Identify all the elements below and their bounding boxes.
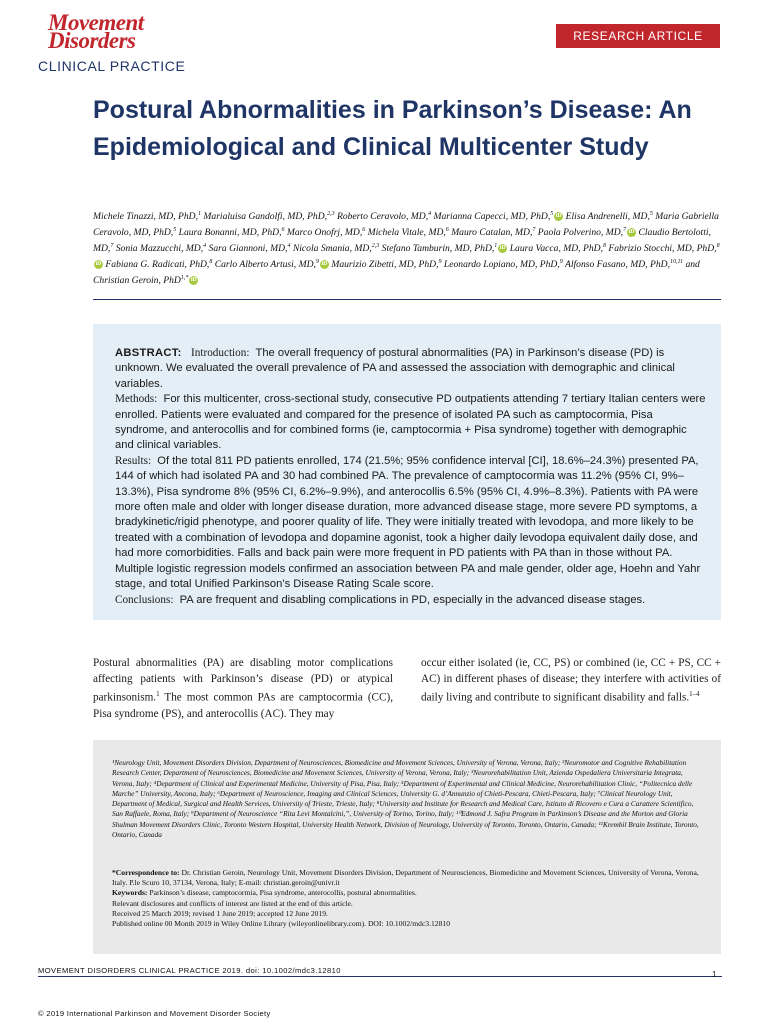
author-affiliation-ref: 4	[428, 211, 432, 217]
author-affiliation-ref: 4	[203, 242, 207, 249]
author	[451, 227, 535, 238]
abstract	[115, 346, 707, 608]
abstract-heading: Conclusions:	[115, 593, 174, 606]
abstract-text: Of the total 811 PD patients enrolled, 174 (21.5%; 95% confidence interval [CI], 18.6%–24.3%) presented PA, 144 of which had isolated PA and 30 had combined PA. The prevalence of camptocormia was 11.2% (95% CI, 9%–13.3%), Pisa syndrome 8% (95% CI, 6.2%–9.9%), and anterocollis 6.5% (95% CI, 4.9%–8.3%). Patients with PA were more often male and older with longer disease duration, more advanced disease stage, more severe PD symptoms, a bradykinetic/rigid phenotype, and poorer quality of life. They were initially treated with levodopa, and more likely to be treated with a combination of levodopa and dopamine agonist, took a higher daily levodopa equivalent daily dose, and had more comorbidities. Falls and back pain were more frequent in PD patients with PA than in those without PA. Multiple logistic regression models confirmed an association between PA and male gender, older age, Hoehn and Yahr stage, and total Unified Parkinson’s Disease Rating Scale score.	[115, 454, 701, 591]
author	[179, 227, 285, 238]
article-title: Postural Abnormalities in Parkinson’s Disease: An Epidemiological and Clinical Multicenter Study	[93, 96, 692, 161]
footer-divider	[38, 976, 722, 977]
body-text: occur either isolated (ie, CC, PS) or combined (ie, CC + PS, CC + AC) in different phases of disease; they interfere with activities of daily living and contribute to significant disability and falls.	[421, 657, 721, 704]
author-affiliation-ref: 5	[550, 211, 554, 217]
body-text: The most common PAs are camptocormia (CC), Pisa syndrome (PS), and anterocollis (AC). They may	[93, 691, 393, 720]
author	[510, 243, 606, 254]
author-affiliation-ref: 7	[623, 226, 627, 233]
logo-line-1: Movement	[48, 10, 144, 35]
author-affiliation-ref: 1,*	[180, 274, 189, 281]
author-affiliation-ref: 9	[438, 258, 442, 265]
author	[565, 259, 683, 270]
article-type-badge: RESEARCH ARTICLE	[556, 24, 720, 48]
author	[368, 227, 449, 238]
author-affiliation-ref: 6	[362, 226, 366, 233]
abstract-text: The overall frequency of postural abnormalities (PA) in Parkinson’s disease (PD) is unknown. We evaluated the overall prevalence of PA and assessed the association with demographic and clinical variables.	[115, 347, 675, 390]
author	[538, 227, 636, 238]
author	[444, 259, 563, 270]
author-name: Stefano Tamburin, MD, PhD,	[381, 242, 495, 254]
copyright: © 2019 International Parkinson and Movement Disorder Society	[38, 1009, 271, 1018]
author-name: Laura Vacca, MD, PhD,	[509, 242, 603, 254]
author-name: Fabiana G. Radicati, PhD,	[105, 258, 210, 270]
citation-ref[interactable]: 1	[156, 690, 160, 699]
journal-section: CLINICAL PRACTICE	[38, 58, 186, 74]
affiliations: ¹Neurology Unit, Movement Disorders Division, Department of Neurosciences, Biomedicine and Movement Sciences, University of Verona, Verona, Italy; ²Neuromotor and Cognitive Rehabilitation Research Center, Department of Neurosciences, Biomedicine and Movement Sciences, University of Verona, Verona, Italy; ³Neurorehabilitation Unit, Azienda Ospedaliera Universitaria Integrata, Verona, Italy; ⁴Department of Clinical and Experimental Medicine, University of Pisa, Pisa, Italy; ⁵Department of Experimental and Clinical Medicine, Neurorehabilitation Clinic, “Politecnica delle Marche” University, Ancona, Italy; ⁶Department of Neuroscience, Imaging and Clinical Sciences, University G. d’Annunzio of Chieti-Pescara, Chieti-Pescara, Italy; ⁷Clinical Neurology Unit, Department of Medical, Surgical and Health Services, University of Trieste, Trieste, Italy; ⁸University and Institute for Research and Medical Care, Istituto di Ricovero e Cura a Carattere Scientifico, San Raffaele, Roma, Italy; ⁹Department of Neuroscience “Rita Levi Montalcini,”, University of Torino, Torino, Italy; ¹⁰Edmond J. Safra Program in Parkinson’s Disease and the Morton and Gloria Shulman Movement Disorders Clinic, Toronto Western Hospital, University Health Network, Division of Neurology, University of Toronto, Toronto, Ontario, Canada; ¹¹Krembil Brain Institute, Toronto, Ontario, Canada	[112, 758, 699, 840]
author-name: Sonia Mazzucchi, MD,	[115, 242, 204, 254]
author-name: Claudio Bertolotti, MD,	[93, 227, 711, 254]
author	[93, 211, 201, 222]
author	[337, 211, 431, 222]
abstract-heading: Results:	[115, 454, 152, 467]
author-name: Mauro Catalan, MD,	[451, 227, 533, 239]
author-name: Roberto Ceravolo, MD,	[336, 211, 429, 223]
abstract-results	[115, 454, 707, 593]
published-info: Published online 00 Month 2019 in Wiley Online Library (wileyonlinelibrary.com). DOI: 10.1002/mdc3.12810	[112, 919, 450, 929]
author-name: Maria Gabriella Ceravolo, MD, PhD,	[93, 211, 719, 239]
author-affiliation-ref: 1	[494, 242, 498, 249]
author-name: Alfonso Fasano, MD, PhD,	[564, 258, 670, 270]
article-metadata	[112, 868, 706, 929]
body-column-left	[93, 656, 393, 722]
abstract-heading: Introduction:	[191, 347, 250, 359]
author-name: Laura Bonanni, MD, PhD,	[178, 227, 282, 239]
author-name: Paola Polverino, MD,	[537, 227, 624, 239]
author-name: Fabrizio Stocchi, MD, PhD,	[608, 242, 717, 254]
author-affiliation-ref: 6	[281, 226, 285, 233]
orcid-icon[interactable]: iD	[555, 213, 562, 220]
abstract-text: PA are frequent and disabling complications in PD, especially in the advanced disease stages.	[179, 593, 646, 606]
author	[105, 259, 212, 270]
author-name: Marialuisa Gandolfi, MD, PhD,	[203, 211, 328, 223]
logo-line-2: Disorders	[48, 28, 136, 53]
author-name: Marco Onofrj, MD,	[286, 227, 363, 239]
correspondence	[112, 868, 706, 888]
abstract-label: ABSTRACT:	[115, 347, 182, 359]
body-text: Postural abnormalities (PA) are disabling motor complications affecting patients with Parkinson’s disease (PD) or atypical parkinsonism.	[93, 657, 393, 704]
received-dates: Received 25 March 2019; revised 1 June 2019; accepted 12 June 2019.	[112, 908, 328, 918]
author-name: Leonardo Lopiano, MD, PhD,	[443, 258, 560, 270]
author-affiliation-ref: 8	[209, 258, 213, 265]
author	[331, 259, 441, 270]
orcid-icon[interactable]: iD	[190, 277, 197, 284]
author-name: Marianna Capecci, MD, PhD,	[433, 211, 551, 223]
author-affiliation-ref: 9	[559, 258, 563, 265]
abstract-introduction	[115, 346, 707, 392]
correspondence-label: *Correspondence to:	[112, 868, 180, 877]
author-name: Michele Tinazzi, MD, PhD,	[93, 211, 198, 223]
author-affiliation-ref: 2,3	[371, 242, 380, 249]
citation-ref[interactable]: 1–4	[689, 690, 700, 699]
author	[215, 259, 329, 270]
author-affiliation-ref: 10,11	[669, 258, 684, 265]
abstract-conclusions	[115, 593, 707, 608]
author-affiliation-ref: 4	[287, 242, 291, 249]
author	[293, 243, 379, 254]
page-number: 1	[712, 970, 717, 979]
keywords	[112, 888, 706, 898]
author	[434, 211, 564, 222]
author-affiliation-ref: 7	[532, 226, 536, 233]
abstract-heading: Methods:	[115, 393, 158, 406]
author-list	[93, 208, 723, 287]
author-name: Maurizio Zibetti, MD, PhD,	[331, 258, 439, 270]
keywords-text: Parkinson’s disease, camptocormia, Pisa syndrome, anterocollis, postural abnormalities.	[149, 888, 417, 898]
author-affiliation-ref: 5	[649, 211, 653, 217]
author-name: Elisa Andrenelli, MD,	[565, 211, 650, 223]
disclosures: Relevant disclosures and conflicts of interest are listed at the end of this article.	[112, 898, 353, 908]
author	[382, 243, 508, 254]
author-name: Nicola Smania, MD,	[292, 242, 372, 254]
author-affiliation-ref: 9	[315, 258, 319, 265]
orcid-icon[interactable]: iD	[95, 261, 102, 268]
author-name: Carlo Alberto Artusi, MD,	[214, 258, 316, 270]
author-affiliation-ref: 5	[173, 226, 177, 233]
author-name: and Christian Geroin, PhD	[93, 258, 700, 286]
author	[116, 243, 206, 254]
correspondence-text: Dr. Christian Geroin, Neurology Unit, Movement Disorders Division, Department of Neurosciences, Biomedicine and Movement Sciences, University of Verona, Verona, Italy. P.le Scuro 10, 37134, Verona, Italy; E-mail: christian.geroin@univr.it	[112, 868, 699, 888]
orcid-icon[interactable]: iD	[321, 261, 328, 268]
body-column-right	[421, 656, 721, 707]
author	[209, 243, 291, 254]
author-affiliation-ref: 2,3	[327, 211, 335, 217]
author	[287, 227, 365, 238]
author-affiliation-ref: 7	[110, 242, 114, 249]
author-name: Michela Vitale, MD,	[367, 227, 446, 239]
journal-logo	[48, 10, 144, 53]
author	[566, 211, 653, 222]
abstract-methods	[115, 392, 707, 454]
orcid-icon[interactable]: iD	[499, 245, 506, 252]
keywords-label: Keywords:	[112, 888, 148, 898]
orcid-icon[interactable]: iD	[628, 229, 635, 236]
author-affiliation-ref: 8	[716, 242, 720, 249]
author-affiliation-ref: 1	[198, 211, 201, 217]
title-divider	[93, 299, 721, 300]
author-name: Sara Giannoni, MD,	[208, 242, 288, 254]
author-affiliation-ref: 8	[602, 242, 606, 249]
abstract-text: For this multicenter, cross-sectional study, consecutive PD outpatients attending 7 tertiary Italian centers were enrolled. Patients were evaluated and compared for the presence of isolated PA such as camptocormia, Pisa syndrome, and anterocollis and for combined forms (ie, camptocormia + Pisa syndrome) together with demographic and clinical variables.	[115, 393, 706, 452]
footer-journal-line: MOVEMENT DISORDERS CLINICAL PRACTICE 2019. doi: 10.1002/mdc3.12810	[38, 966, 341, 975]
author-affiliation-ref: 6	[445, 226, 449, 233]
author	[203, 211, 334, 222]
